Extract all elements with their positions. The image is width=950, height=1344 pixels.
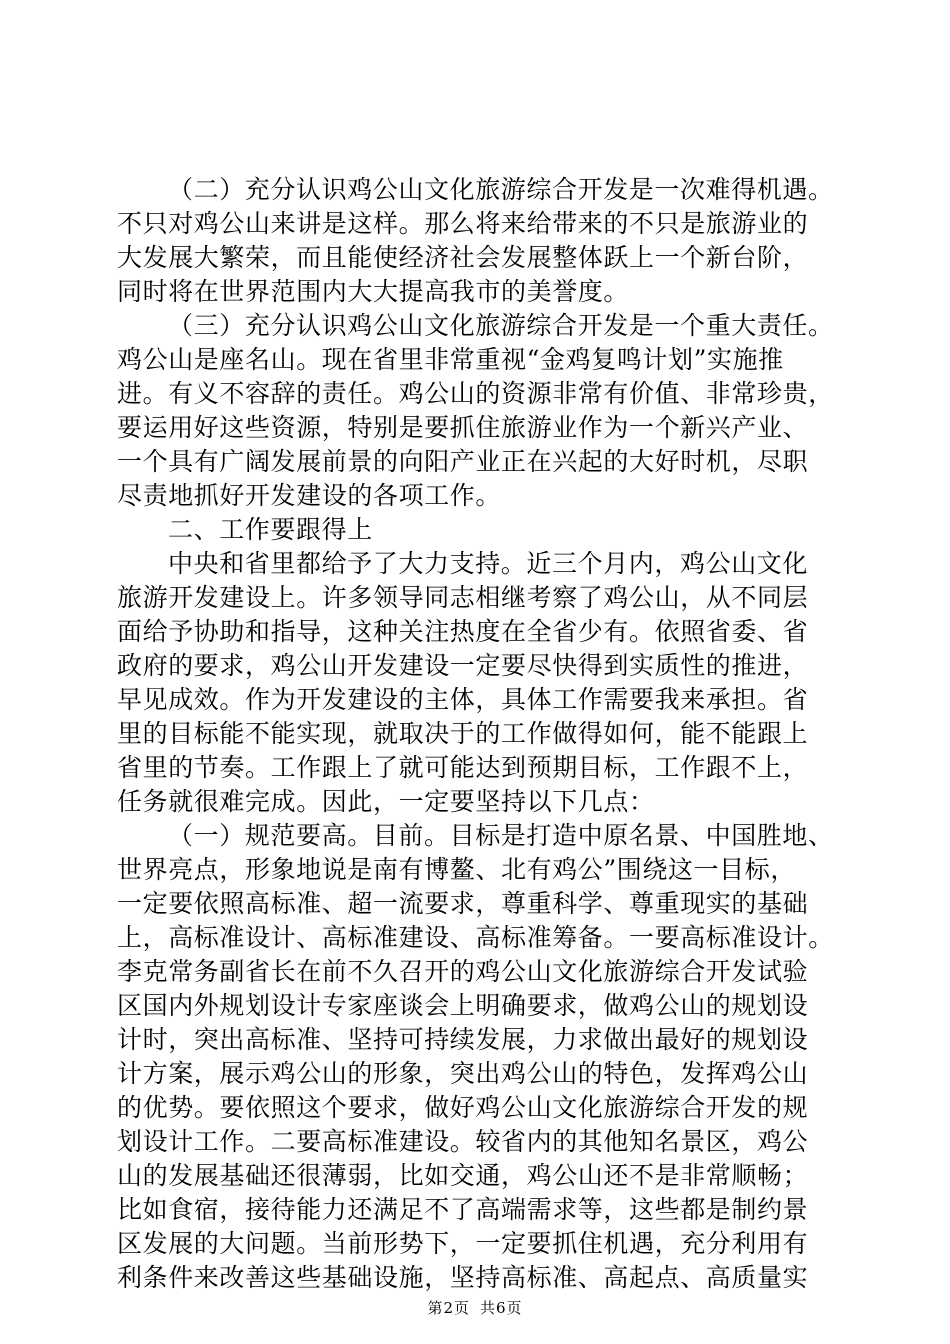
section-heading: 二、工作要跟得上 (168, 515, 373, 544)
text-line: 鸡公山是座名山。现在省里非常重视“金鸡复鸣计划”实施推 (117, 345, 784, 374)
text-line: 要运用好这些资源，特别是要抓住旅游业作为一个新兴产业、 (117, 413, 809, 442)
text-line: 旅游开发建设上。许多领导同志相继考察了鸡公山，从不同层 (117, 583, 809, 612)
text-line: 大发展大繁荣，而且能使经济社会发展整体跃上一个新台阶， (117, 243, 809, 272)
text-line: 山的发展基础还很薄弱，比如交通，鸡公山还不是非常顺畅； (117, 1161, 809, 1190)
text-line: 不只对鸡公山来讲是这样。那么将来给带来的不只是旅游业的 (117, 209, 809, 238)
text-line: （二）充分认识鸡公山文化旅游综合开发是一次难得机遇。 (168, 175, 834, 204)
text-line: 上，高标准设计、高标准建设、高标准筹备。一要高标准设计。 (117, 923, 834, 952)
text-line: 省里的节奏。工作跟上了就可能达到预期目标，工作跟不上， (117, 753, 809, 782)
page-number: 第2页 (427, 1299, 470, 1317)
text-line: 区国内外规划设计专家座谈会上明确要求，做鸡公山的规划设 (117, 991, 809, 1020)
text-line: 世界亮点，形象地说是南有博鳌、北有鸡公”围绕这一目标， (117, 855, 796, 884)
text-line: 里的目标能不能实现，就取决于的工作做得如何，能不能跟上 (117, 719, 809, 748)
page-total: 共6页 (480, 1299, 523, 1317)
text-line: 比如食宿，接待能力还满足不了高端需求等，这些都是制约景 (117, 1195, 809, 1224)
text-line: 一定要依照高标准、超一流要求，尊重科学、尊重现实的基础 (117, 889, 809, 918)
text-line: 划设计工作。二要高标准建设。较省内的其他知名景区，鸡公 (117, 1127, 809, 1156)
text-line: 一个具有广阔发展前景的向阳产业正在兴起的大好时机，尽职 (117, 447, 809, 476)
text-line: 任务就很难完成。因此，一定要坚持以下几点： (117, 787, 655, 816)
text-line: 计方案，展示鸡公山的形象，突出鸡公山的特色，发挥鸡公山 (117, 1059, 809, 1088)
text-line: 计时，突出高标准、坚持可持续发展，力求做出最好的规划设 (117, 1025, 809, 1054)
text-line: 早见成效。作为开发建设的主体，具体工作需要我来承担。省 (117, 685, 809, 714)
text-line: （三）充分认识鸡公山文化旅游综合开发是一个重大责任。 (168, 311, 834, 340)
text-line: 中央和省里都给予了大力支持。近三个月内，鸡公山文化 (168, 549, 809, 578)
text-line: 同时将在世界范围内大大提高我市的美誉度。 (117, 277, 630, 306)
text-line: 利条件来改善这些基础设施，坚持高标准、高起点、高质量实 (117, 1263, 809, 1292)
text-line: 面给予协助和指导，这种关注热度在全省少有。依照省委、省 (117, 617, 809, 646)
text-line: 尽责地抓好开发建设的各项工作。 (117, 481, 502, 510)
text-line: 区发展的大问题。当前形势下，一定要抓住机遇，充分利用有 (117, 1229, 809, 1258)
page-footer (0, 1298, 950, 1318)
text-line: 政府的要求，鸡公山开发建设一定要尽快得到实质性的推进， (117, 651, 809, 680)
text-line: 进。有义不容辞的责任。鸡公山的资源非常有价值、非常珍贵， (117, 379, 834, 408)
text-line: 的优势。要依照这个要求，做好鸡公山文化旅游综合开发的规 (117, 1093, 809, 1122)
text-line: 李克常务副省长在前不久召开的鸡公山文化旅游综合开发试验 (117, 957, 809, 986)
text-line: （一）规范要高。目前。目标是打造中原名景、中国胜地、 (168, 821, 834, 850)
